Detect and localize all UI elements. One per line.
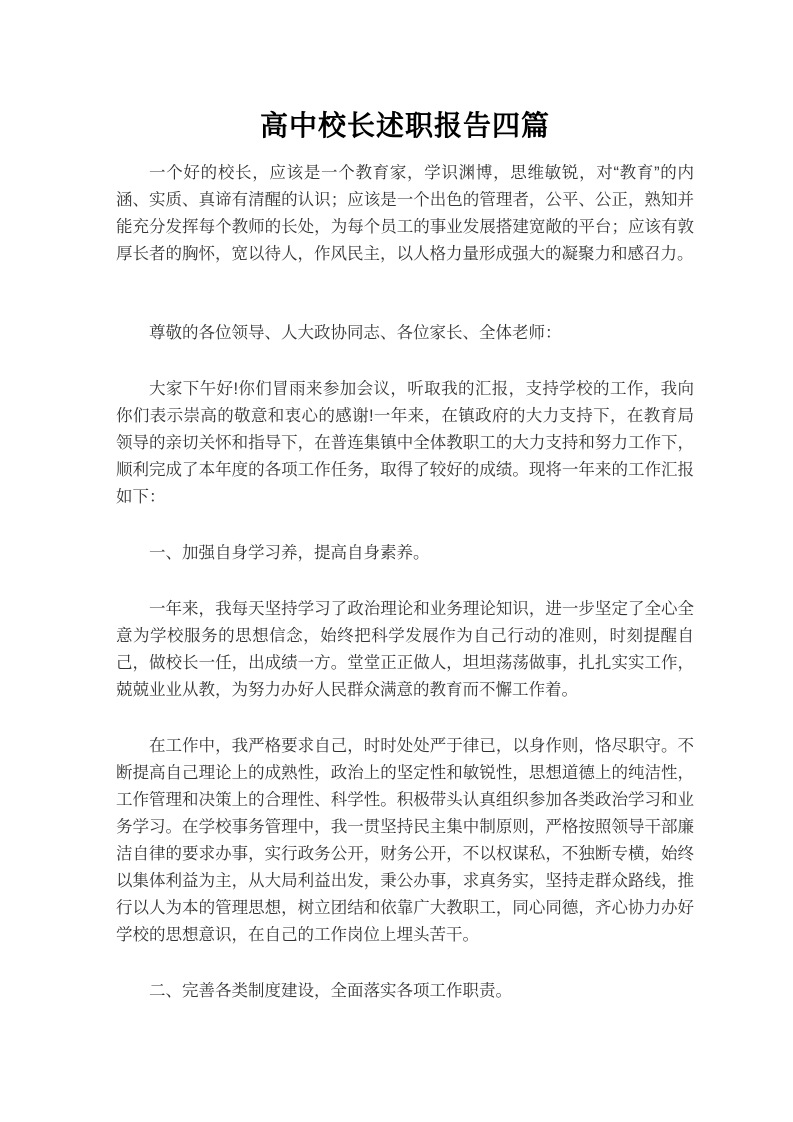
- document-title: 高中校长述职报告四篇: [259, 110, 550, 141]
- paragraph-section-1-body-2: 在工作中，我严格要求自己，时时处处严于律已，以身作则，恪尽职守。不断提高自己理论上的成熟性，政治上的坚定性和敏锐性，思想道德上的纯洁性，工作管理和决策上的合理性、科学性。积极带头认真组织参加各类政治学习和业务学习。在学校事务管理中，我一贯坚持民主集中制原则，严格按照领导干部廉洁自律的要求办事，实行政务公开，财务公开，不以权谋私，不独断专横，始终以集体利益为主，从大局利益出发，秉公办事，求真务实，坚持走群众路线，推行以人为本的管理思想，树立团结和依靠广大教职工，同心同德，齐心协力办好学校的思想意识，在自己的工作岗位上埋头苦干。: [116, 737, 694, 944]
- paragraph-intro: 一个好的校长，应该是一个教育家，学识渊博，思维敏锐，对“教育”的内涵、实质、真谛有清醒的认识；应该是一个出色的管理者，公平、公正，熟知并能充分发挥每个教师的长处，为每个员工的事业发展搭建宽敞的平台；应该有敦厚长者的胸怀，宽以待人，作风民主，以人格力量形成强大的凝聚力和感召力。: [116, 164, 694, 263]
- paragraph-greeting: 大家下午好!你们冒雨来参加会议，听取我的汇报，支持学校的工作，我向你们表示崇高的敬意和衷心的感谢!一年来，在镇政府的大力支持下，在教育局领导的亲切关怀和指导下，在普连集镇中全体教职工的大力支持和努力工作下，顺利完成了本年度的各项工作任务，取得了较好的成绩。现将一年来的工作汇报如下：: [116, 380, 694, 506]
- paragraph-section-1-body-1: 一年来，我每天坚持学习了政治理论和业务理论知识，进一步坚定了全心全意为学校服务的思想信念，始终把科学发展作为自己行动的准则，时刻提醒自己，做校长一任，出成绩一方。堂堂正正做人，坦坦荡荡做事，扎扎实实工作，兢兢业业从教，为努力办好人民群众满意的教育而不懈工作着。: [116, 600, 694, 699]
- paragraph-section-2-heading: 二、完善各类制度建设，全面落实各项工作职责。: [149, 982, 512, 1000]
- paragraph-salutation: 尊敬的各位领导、人大政协同志、各位家长、全体老师：: [149, 324, 562, 342]
- paragraph-section-1-heading: 一、加强自身学习养，提高自身素养。: [149, 544, 430, 562]
- document-body: [116, 160, 694, 1005]
